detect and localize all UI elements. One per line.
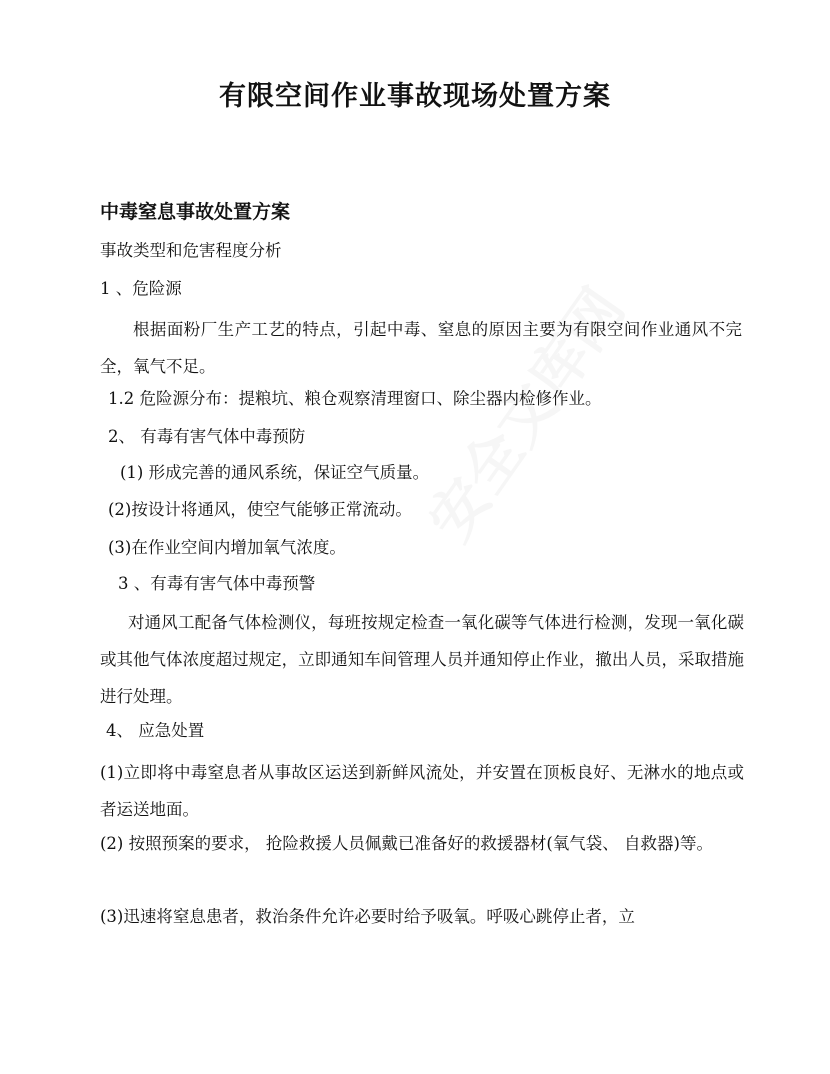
response-step-3: (3)迅速将窒息患者，救治条件允许必要时给予吸氧。呼吸心跳停止者，立: [100, 907, 635, 926]
subheading: 事故类型和危害程度分析: [100, 241, 282, 260]
prevention-step-1: (1) 形成完善的通风系统，保证空气质量。: [120, 463, 430, 482]
document-title: 有限空间作业事故现场处置方案: [219, 81, 611, 112]
item-2-heading: 2、 有毒有害气体中毒预防: [108, 427, 306, 446]
prevention-step-2: (2)按设计将通风，使空气能够正常流动。: [108, 500, 412, 519]
item-3-heading: 3 、有毒有害气体中毒预警: [118, 574, 316, 593]
prevention-step-3: (3)在作业空间内增加氧气浓度。: [108, 538, 346, 557]
item-1-2-distribution: 1.2 危险源分布：提粮坑、粮仓观察清理窗口、除尘器内检修作业。: [108, 389, 602, 408]
section-heading: 中毒窒息事故处置方案: [100, 201, 291, 223]
paragraph-early-warning: 对通风工配备气体检测仪，每班按规定检查一氧化碳等气体进行检测，发现一氧化碳或其他气体浓度超过规定，立即通知车间管理人员并通知停止作业，撤出人员，采取措施进行处理。: [100, 613, 744, 706]
response-step-2: (2) 按照预案的要求， 抢险救援人员佩戴已准备好的救援器材(氧气袋、 自救器)等。: [100, 834, 713, 853]
item-1-heading: 1 、危险源: [100, 279, 182, 298]
response-step-1: (1)立即将中毒窒息者从事故区运送到新鲜风流处，并安置在顶板良好、无淋水的地点或者运送地面。: [100, 763, 744, 819]
paragraph-hazard-source: 根据面粉厂生产工艺的特点，引起中毒、窒息的原因主要为有限空间作业通风不完全，氧气不足。: [100, 320, 742, 376]
item-4-heading: 4、 应急处置: [106, 721, 205, 740]
